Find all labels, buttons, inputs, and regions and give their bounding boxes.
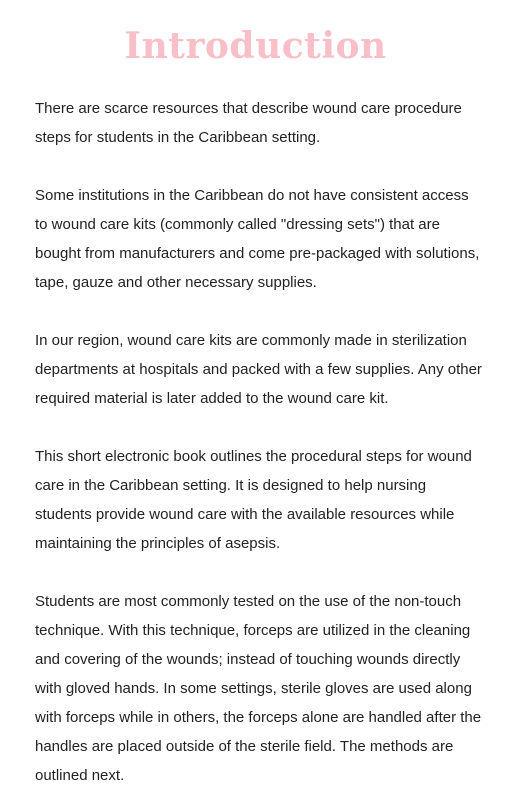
introduction-body: [35, 94, 482, 790]
paragraph-non-touch-technique: Students are most commonly tested on the use of the non-touch technique. With this technique, forceps are utilized in the cleaning and covering of the wounds; instead of touching wounds directly with gloved hands. In some settings, sterile gloves are used along with forceps while in others, the forceps alone are handled after the handles are placed outside of the sterile field. The methods are outlined next.: [35, 593, 482, 784]
paragraph-ebook-purpose: This short electronic book outlines the procedural steps for wound care in the Caribbean setting. It is designed to help nursing students provide wound care with the available resources while maintaining the principles of asepsis.: [35, 448, 472, 552]
page-title: Introduction: [124, 25, 387, 67]
paragraph-regional-kits: In our region, wound care kits are commonly made in sterilization departments at hospitals and packed with a few supplies. Any other required material is later added to the wound care kit.: [35, 332, 482, 407]
paragraph-scarce-resources: There are scarce resources that describe wound care procedure steps for students in the Caribbean setting.: [35, 100, 462, 146]
paragraph-wound-care-kits-access: Some institutions in the Caribbean do not have consistent access to wound care kits (commonly called "dressing sets") that are bought from manufacturers and come pre-packaged with solutions, tape, gauze and other necessary supplies.: [35, 187, 480, 291]
